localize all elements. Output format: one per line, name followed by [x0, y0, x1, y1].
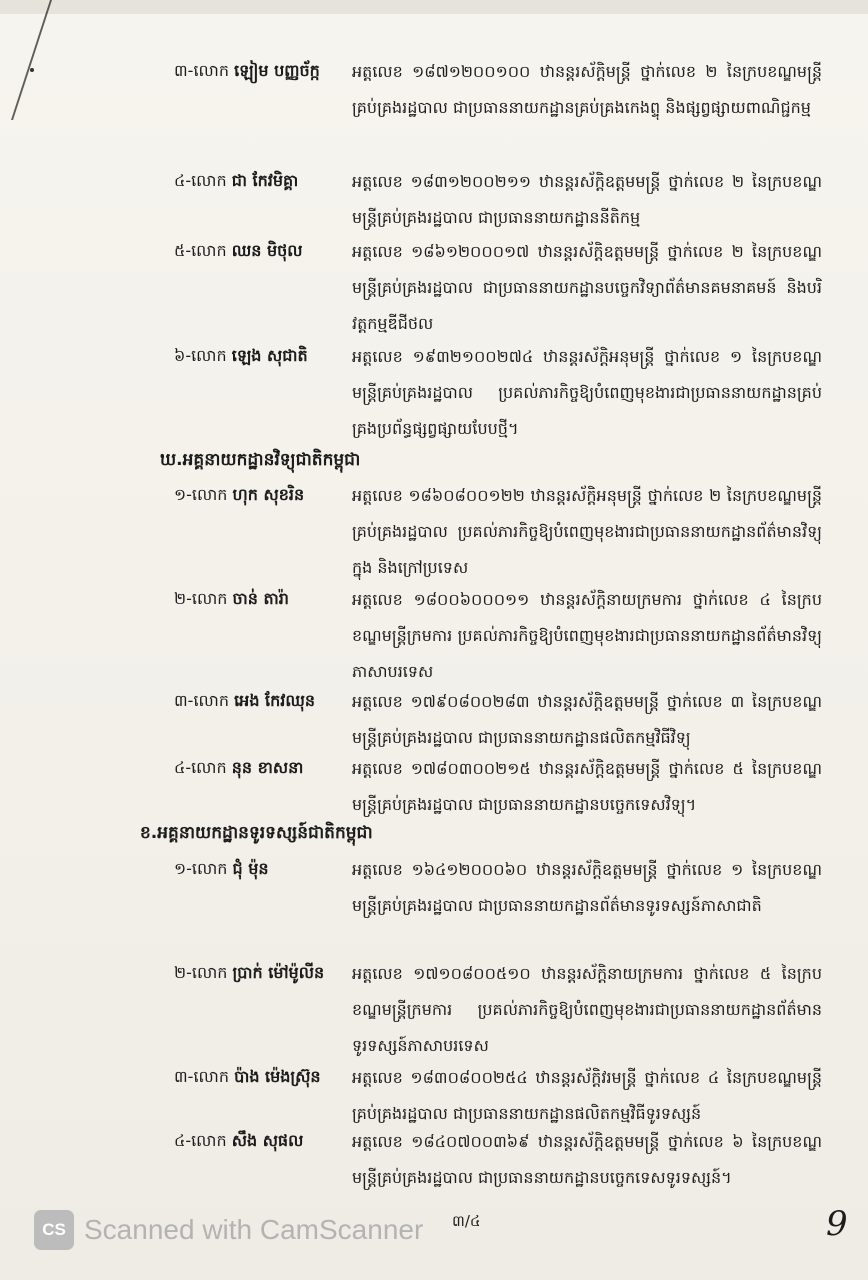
section-heading-radio: ឃ.អគ្គនាយកដ្ឋានវិទ្យុជាតិកម្ពុជា: [160, 450, 361, 470]
entry-label: ២-លោក ប្រាក់ ម៉ៅម៉ូលីន: [174, 963, 325, 982]
page-number: ៣/៤: [452, 1212, 481, 1230]
entry-text: អត្តលេខ ១៩៣២១០០២៧៤ ឋានន្តរស័ក្តិអនុមន្ត្រី ថ្នាក់លេខ ១ នៃក្របខណ្ឌមន្ត្រីគ្រប់គ្រងរដ្ឋបាល ប្រគល់ភារកិច្ចឱ្យបំពេញមុខងារជាប្រធាននាយកដ្ឋានគ្រប់គ្រងប្រព័ន្ធផ្សព្វផ្សាយបែបថ្មី។: [352, 347, 822, 438]
entry-label: ១-លោក ហុក សុខរិន: [174, 485, 305, 504]
entry-label: ៣-លោក ឡៀម បញ្ញច័ក្ក: [174, 61, 320, 80]
entry-text: អត្តលេខ ១៨៦១២០០០១៧ ឋានន្តរស័ក្តិឧត្តមមន្ត្រី ថ្នាក់លេខ ២ នៃក្របខណ្ឌមន្ត្រីគ្រប់គ្រងរដ្ឋបាល ជាប្រធាននាយកដ្ឋានបច្ចេកវិទ្យាព័ត៌មានគមនាគមន៍ និងបរិវត្តកម្មឌីជីថល: [352, 242, 822, 333]
entry-label: ៤-លោក ជា កែវមិគ្គា: [174, 171, 299, 190]
handwritten-mark: 9: [826, 1204, 848, 1244]
entry-label: ៤-លោក នុន ខាសនា: [174, 758, 304, 777]
entry-text: អត្តលេខ ១៧៨០៣០០២១៥ ឋានន្តរស័ក្តិឧត្តមមន្ត្រី ថ្នាក់លេខ ៥ នៃក្របខណ្ឌមន្ត្រីគ្រប់គ្រងរដ្ឋបាល ជាប្រធាននាយកដ្ឋានបច្ចេកទេសវិទ្យុ។: [352, 759, 822, 814]
entry-label: ២-លោក ចាន់ តារ៉ា: [174, 589, 289, 608]
entry-label: ៦-លោក ឡេង សុជាតិ: [174, 346, 308, 365]
scan-artifact-line: [0, 0, 52, 120]
entry-text: អត្តលេខ ១៨០០៦០០០១១ ឋានន្តរស័ក្តិនាយក្រមការ ថ្នាក់លេខ ៤ នៃក្របខណ្ឌមន្ត្រីក្រមការ ប្រគល់ភារកិច្ចឱ្យបំពេញមុខងារជាប្រធាននាយកដ្ឋានព័ត៌មានវិទ្យុភាសាបរទេស: [352, 590, 822, 681]
camscanner-logo-icon: CS: [34, 1210, 74, 1250]
entry-text: អត្តលេខ ១៦៤១២០០០៦០ ឋានន្តរស័ក្តិឧត្តមមន្ត្រី ថ្នាក់លេខ ១ នៃក្របខណ្ឌមន្ត្រីគ្រប់គ្រងរដ្ឋបាល ជាប្រធាននាយកដ្ឋានព័ត៌មានទូរទស្សន៍ភាសាជាតិ: [352, 860, 822, 915]
camscanner-text: Scanned with CamScanner: [84, 1214, 424, 1245]
entry-text: អត្តលេខ ១៨៣១២០០២១១ ឋានន្តរស័ក្តិឧត្តមមន្ត្រី ថ្នាក់លេខ ២ នៃក្របខណ្ឌមន្ត្រីគ្រប់គ្រងរដ្ឋបាល ជាប្រធាននាយកដ្ឋាននីតិកម្ម: [352, 172, 822, 227]
entry-text: អត្តលេខ ១៨៣០៨០០២៥៤ ឋានន្តរស័ក្តិវរមន្ត្រី ថ្នាក់លេខ ៤ នៃក្របខណ្ឌមន្ត្រីគ្រប់គ្រងរដ្ឋបាល ជាប្រធាននាយកដ្ឋានផលិតកម្មវិធីទូរទស្សន៍: [352, 1068, 822, 1123]
entry-label: ១-លោក ជុំ ម៉ុន: [174, 859, 269, 878]
entry-text: អត្តលេខ ១៨៧១២០០១០០ ឋានន្តរស័ក្តិមន្ត្រី ថ្នាក់លេខ ២ នៃក្របខណ្ឌមន្ត្រីគ្រប់គ្រងរដ្ឋបាល ជាប្រធាននាយកដ្ឋានគ្រប់គ្រងកេងព្ទុ និងផ្សព្វផ្សាយពាណិជ្ជកម្ម: [352, 62, 822, 117]
entry-text: អត្តលេខ ១៧១០៨០០៥១០ ឋានន្តរស័ក្តិនាយក្រមការ ថ្នាក់លេខ ៥ នៃក្របខណ្ឌមន្ត្រីក្រមការ ប្រគល់ភារកិច្ចឱ្យបំពេញមុខងារជាប្រធាននាយកដ្ឋានព័ត៌មានទូរទស្សន៍ភាសាបរទេស: [352, 964, 822, 1055]
entry-text: អត្តលេខ ១៧៩០៨០០២៨៣ ឋានន្តរស័ក្តិឧត្តមមន្ត្រី ថ្នាក់លេខ ៣ នៃក្របខណ្ឌមន្ត្រីគ្រប់គ្រងរដ្ឋបាល ជាប្រធាននាយកដ្ឋានផលិតកម្មវិធីវិទ្យុ: [352, 692, 822, 747]
entry-label: ៥-លោក ឈន មិថុល: [174, 241, 303, 260]
entry-label: ៣-លោក ប៉ាង ម៉េងស្រ៊ុន: [174, 1067, 321, 1086]
scan-speck: [30, 68, 34, 72]
entry-text: អត្តលេខ ១៨៦០៨០០១២២ ឋានន្តរស័ក្តិអនុមន្ត្រី ថ្នាក់លេខ ២ នៃក្របខណ្ឌមន្ត្រីគ្រប់គ្រងរដ្ឋបាល ប្រគល់ភារកិច្ចឱ្យបំពេញមុខងារជាប្រធាននាយកដ្ឋានព័ត៌មានវិទ្យុក្នុង និងក្រៅប្រទេស: [352, 486, 822, 577]
entry-label: ៤-លោក សឹង សុផល: [174, 1131, 304, 1150]
scan-top-edge: [0, 0, 868, 14]
entry-text: អត្តលេខ ១៨៤០៧០០៣៦៩ ឋានន្តរស័ក្តិឧត្តមមន្ត្រី ថ្នាក់លេខ ៦ នៃក្របខណ្ឌមន្ត្រីគ្រប់គ្រងរដ្ឋបាល ជាប្រធាននាយកដ្ឋានបច្ចេកទេសទូរទស្សន៍។: [352, 1132, 822, 1187]
camscanner-watermark: [34, 1208, 423, 1252]
section-heading-tv: ខ.អគ្គនាយកដ្ឋានទូរទស្សន៍ជាតិកម្ពុជា: [140, 823, 373, 843]
entry-label: ៣-លោក អេង កែវឈុន: [174, 691, 316, 710]
